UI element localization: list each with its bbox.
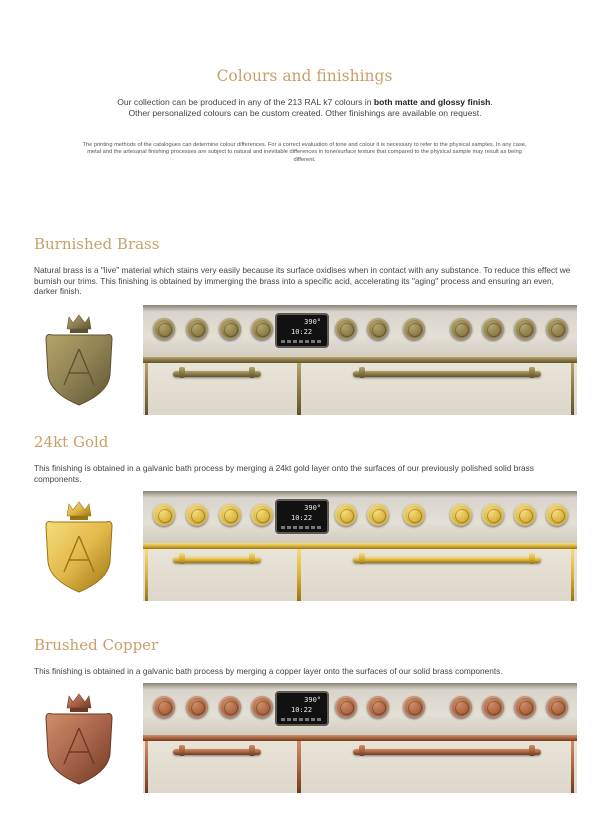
oven-photo-brushed-copper (143, 683, 577, 793)
oven-knob-icon (482, 696, 504, 718)
display-temperature: 390° (304, 696, 321, 704)
page-title: Colours and finishings (216, 67, 393, 85)
oven-side-trim (145, 549, 148, 601)
oven-knob-icon (403, 318, 425, 340)
oven-knob-icon (335, 504, 357, 526)
oven-divider (297, 741, 301, 793)
oven-knob-icon (219, 696, 241, 718)
handle-post (249, 745, 255, 756)
intro-line2: Other personalized colours can be custom created. Other finishings are available on request. (128, 108, 482, 118)
handle-post (359, 745, 365, 756)
handle-post (529, 553, 535, 564)
oven-display (277, 693, 327, 724)
handle-post (179, 745, 185, 756)
oven-knob-icon (335, 318, 357, 340)
oven-knob-icon (186, 696, 208, 718)
oven-knob-icon (514, 696, 536, 718)
oven-side-trim (571, 549, 574, 601)
disclaimer-text: The printing methods of the catalogues can determine colour differences. For a correct evaluation of tone and colour it is necessary to refer to the physical samples. In any case, metal and the artesanal finishing processes are subject to natural and inevitable differences in tone/surface texture that compared to the physical sample may result as being different. (82, 142, 527, 163)
oven-knob-icon (251, 696, 273, 718)
control-panel (143, 683, 577, 740)
oven-knob-icon (186, 504, 208, 526)
oven-display (277, 501, 327, 532)
oven-knob-icon (219, 318, 241, 340)
section-title-24kt-gold: 24kt Gold (34, 433, 109, 451)
oven-handle (173, 557, 261, 563)
oven-knob-icon (219, 504, 241, 526)
section-title-burnished-brass: Burnished Brass (34, 235, 160, 253)
intro-line1-a: Our collection can be produced in any of the 213 RAL k7 colours in (117, 97, 374, 107)
oven-knob-icon (450, 696, 472, 718)
oven-display (277, 315, 327, 346)
oven-knob-icon (367, 504, 389, 526)
oven-knob-icon (153, 696, 175, 718)
crest-icon (38, 692, 120, 787)
oven-knob-icon (482, 318, 504, 340)
handle-post (359, 367, 365, 378)
oven-knob-icon (403, 696, 425, 718)
oven-knob-icon (482, 504, 504, 526)
oven-divider (297, 363, 301, 415)
intro-line1-bold: both matte and glossy finish (373, 97, 491, 107)
oven-knob-icon (450, 504, 472, 526)
oven-knob-icon (546, 696, 568, 718)
oven-knob-icon (450, 318, 472, 340)
section-text-24kt-gold: This finishing is obtained in a galvanic bath process by merging a 24kt gold layer onto the surfaces of our previously polished solid brass components. (34, 463, 534, 484)
oven-knob-icon (546, 504, 568, 526)
oven-knob-icon (367, 318, 389, 340)
oven-knob-icon (153, 504, 175, 526)
handle-post (179, 367, 185, 378)
display-time: 10:22 (291, 328, 313, 336)
oven-knob-icon (367, 696, 389, 718)
oven-handle (353, 371, 541, 377)
section-text-burnished-brass: Natural brass is a "live" material which stains very easily because its surface oxidises when in contact with any substance. To reduce this effect we burnish our trims. This finishing is obtained by immerging the brass into a specific acid, accelerating its "aging" process and ensuring an even, darker finish. (34, 265, 571, 297)
crest-icon (38, 313, 120, 408)
oven-knob-icon (403, 504, 425, 526)
section-text-brushed-copper: This finishing is obtained in a galvanic bath process by merging a copper layer onto the surfaces of our solid brass components. (34, 666, 503, 676)
control-panel (143, 305, 577, 362)
handle-post (359, 553, 365, 564)
oven-side-trim (571, 741, 574, 793)
oven-knob-icon (251, 318, 273, 340)
display-buttons (281, 526, 323, 529)
oven-divider (297, 549, 301, 601)
oven-side-trim (145, 363, 148, 415)
intro-text (60, 97, 550, 119)
oven-knob-icon (153, 318, 175, 340)
display-time: 10:22 (291, 706, 313, 714)
oven-photo-24kt-gold (143, 491, 577, 601)
control-panel (143, 491, 577, 548)
oven-knob-icon (546, 318, 568, 340)
oven-handle (353, 749, 541, 755)
display-temperature: 390° (304, 504, 321, 512)
intro-line1-b: . (490, 97, 493, 107)
display-temperature: 390° (304, 318, 321, 326)
oven-photo-burnished-brass (143, 305, 577, 415)
oven-knob-icon (514, 504, 536, 526)
section-title-brushed-copper: Brushed Copper (34, 636, 159, 654)
oven-knob-icon (335, 696, 357, 718)
oven-handle (173, 749, 261, 755)
display-buttons (281, 340, 323, 343)
oven-knob-icon (514, 318, 536, 340)
handle-post (179, 553, 185, 564)
oven-knob-icon (186, 318, 208, 340)
handle-post (249, 553, 255, 564)
handle-post (529, 745, 535, 756)
oven-handle (353, 557, 541, 563)
handle-post (249, 367, 255, 378)
oven-knob-icon (251, 504, 273, 526)
display-time: 10:22 (291, 514, 313, 522)
display-buttons (281, 718, 323, 721)
oven-side-trim (571, 363, 574, 415)
oven-handle (173, 371, 261, 377)
handle-post (529, 367, 535, 378)
oven-side-trim (145, 741, 148, 793)
crest-icon (38, 500, 120, 595)
